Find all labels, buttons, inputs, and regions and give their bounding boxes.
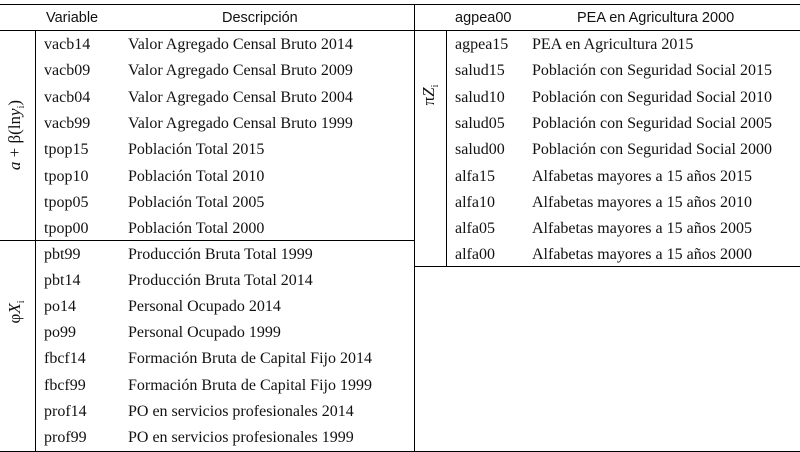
variable-code: pbt99 xyxy=(44,246,81,263)
right-bottom-rule xyxy=(415,266,800,267)
variable-code: vacb14 xyxy=(44,36,91,53)
variable-description: Formación Bruta de Capital Fijo 1999 xyxy=(128,376,372,394)
variable-description: PO en servicios profesionales 2014 xyxy=(128,402,354,420)
variable-description: Población Total 2000 xyxy=(128,220,265,238)
header-right-desc: PEA en Agricultura 2000 xyxy=(577,10,735,26)
variable-code: salud00 xyxy=(455,141,505,159)
variable-code: po99 xyxy=(44,324,76,342)
variable-code: vacb99 xyxy=(44,114,91,132)
variable-code: vacb09 xyxy=(44,62,91,80)
group-label-phi: $\varphi X_i$ xyxy=(4,300,28,324)
variable-description: Alfabetas mayores a 15 años 2015 xyxy=(532,167,752,185)
variable-description: Alfabetas mayores a 15 años 2000 xyxy=(532,246,752,264)
header-right-code: agpea00 xyxy=(455,10,512,26)
header-rule-right xyxy=(415,30,800,31)
variable-description: Valor Agregado Censal Bruto 2014 xyxy=(128,36,353,53)
variable-description: PO en servicios profesionales 1999 xyxy=(128,428,354,446)
header-variable: Variable xyxy=(46,10,99,26)
variable-description: Producción Bruta Total 2014 xyxy=(128,272,313,290)
variable-description: Alfabetas mayores a 15 años 2005 xyxy=(532,220,752,238)
variable-code: fbcf99 xyxy=(44,376,86,394)
variable-description: Personal Ocupado 2014 xyxy=(128,298,281,316)
left-col-divider-bottom xyxy=(35,240,36,452)
variable-description: Valor Agregado Censal Bruto 2009 xyxy=(128,62,353,80)
variable-code: agpea15 xyxy=(455,36,509,53)
group-label-pi: $\pi Z_i$ xyxy=(418,84,442,106)
variable-description: Población Total 2015 xyxy=(128,141,265,159)
variable-code: alfa05 xyxy=(455,220,495,238)
right-group-col-divider xyxy=(446,30,447,267)
variable-code: salud15 xyxy=(455,62,505,80)
variable-description: Población con Seguridad Social 2010 xyxy=(532,88,772,106)
variable-code: salud05 xyxy=(455,114,505,132)
variable-description: Población con Seguridad Social 2005 xyxy=(532,114,772,132)
variable-code: alfa15 xyxy=(455,167,495,185)
variable-code: tpop15 xyxy=(44,141,89,159)
variable-description: PEA en Agricultura 2015 xyxy=(532,36,694,53)
variable-description: Valor Agregado Censal Bruto 1999 xyxy=(128,114,353,132)
variable-code: pbt14 xyxy=(44,272,81,290)
variable-code: prof14 xyxy=(44,402,87,420)
variable-code: fbcf14 xyxy=(44,350,86,368)
variable-code: prof99 xyxy=(44,428,87,446)
variable-code: alfa10 xyxy=(455,193,495,211)
variable-code: vacb04 xyxy=(44,88,91,106)
group-divider-rule xyxy=(0,240,415,241)
variable-code: alfa00 xyxy=(455,246,495,264)
variable-description: Producción Bruta Total 1999 xyxy=(128,246,313,263)
header-descripcion: Descripción xyxy=(222,10,298,26)
center-divider xyxy=(414,4,415,452)
variable-description: Población con Seguridad Social 2015 xyxy=(532,62,772,80)
variable-description: Población Total 2005 xyxy=(128,193,265,211)
variable-code: po14 xyxy=(44,298,76,316)
group-label-alpha-beta: a + β(lny$_i$) xyxy=(4,99,28,171)
top-rule xyxy=(0,4,800,5)
variable-description: Formación Bruta de Capital Fijo 2014 xyxy=(128,350,372,368)
variable-code: tpop00 xyxy=(44,220,89,238)
variable-description: Personal Ocupado 1999 xyxy=(128,324,281,342)
variable-code: tpop05 xyxy=(44,193,89,211)
left-col-divider-top xyxy=(35,30,36,241)
variable-code: salud10 xyxy=(455,88,505,106)
header-rule-left xyxy=(0,30,415,31)
variable-code: tpop10 xyxy=(44,167,89,185)
variable-description: Población con Seguridad Social 2000 xyxy=(532,141,772,159)
variable-description: Población Total 2010 xyxy=(128,167,265,185)
variable-description: Alfabetas mayores a 15 años 2010 xyxy=(532,193,752,211)
variable-description: Valor Agregado Censal Bruto 2004 xyxy=(128,88,353,106)
